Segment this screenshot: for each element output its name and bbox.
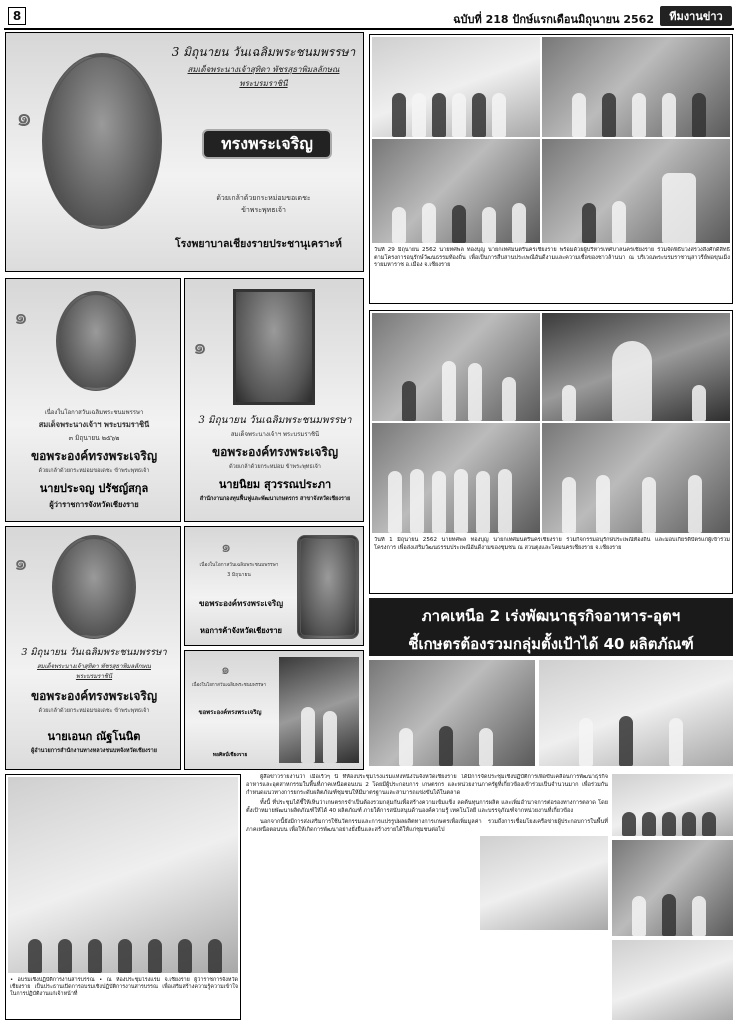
royal-emblem-icon: ๑	[14, 551, 28, 576]
procession-photo	[542, 37, 730, 137]
ad5-occasion: เนื่องในโอกาสวันเฉลิมพระชนมพรรษา	[191, 683, 267, 688]
newspaper-logo: ทีมงานข่าว	[660, 6, 732, 26]
speaker-photo	[542, 139, 730, 243]
queen-portrait	[297, 535, 359, 639]
ad5-blessing: ขอพระองค์ทรงพระเจริญ	[198, 709, 262, 716]
news1-photo-block	[369, 34, 733, 304]
main-sub1: สมเด็จพระนางเจ้าสุทิดา พัชรสุธาพิมลลักษณ	[187, 65, 340, 74]
training-photo-block	[5, 774, 241, 1020]
fund-tribute-ad	[184, 278, 364, 522]
ad4-occasion: เนื่องในโอกาสวันเฉลิมพระชนมพรรษา	[199, 563, 279, 568]
ad3-blessing: ขอพระองค์ทรงพระเจริญ	[30, 689, 158, 703]
pavilion-night-photo	[542, 313, 730, 421]
royal-couple-photo	[279, 657, 359, 763]
ad4-signer: หอการค้าจังหวัดเชียงราย	[200, 626, 282, 635]
ad3-sub2: พระบรมราชินี	[75, 673, 113, 680]
page-header	[4, 4, 734, 30]
product-packaging-photo	[612, 940, 733, 1020]
article-paragraph: ทั้งนี้ ที่ประชุมได้ชี้ให้เห็นว่าเกษตรกรจำเป็นต้องรวมกลุ่มกันเพื่อสร้างความเข้มแข็ง ลดต้นทุนการผลิต และเพิ่มอำนาจการต่อรองทางการตลาด โดยตั้งเป้าหมายพัฒนาผลิตภัณฑ์ให้ได้ 40 ผลิตภัณฑ์ ภายใต้การสนับสนุนด้านองค์ความรู้ เทคโนโลยี และบรรจุภัณฑ์จากหน่วยงานที่เกี่ยวข้อง	[246, 800, 608, 815]
main-loyalty: ด้วยเกล้าด้วยกระหม่อมขอเดชะ	[216, 194, 311, 202]
issue-line: ฉบับที่ 218 ปักษ์แรกเดือนมิถุนายน 2562	[453, 13, 654, 26]
ad2-loyalty: ด้วยเกล้าด้วยกระหม่อม ข้าพระพุทธเจ้า	[229, 464, 321, 470]
feature-headline-line1: ภาคเหนือ 2 เร่งพัฒนาธุรกิจอาหาร-อุตฯ	[421, 607, 681, 625]
ad1-blessing: ขอพระองค์ทรงพระเจริญ	[30, 449, 158, 463]
ad3-sub1: สมเด็จพระนางเจ้าสุทิดา พัชรสุธาพิมลลักษณ	[37, 663, 151, 670]
queen-portrait	[233, 289, 315, 405]
panel-speakers-photo	[539, 660, 733, 766]
royal-emblem-icon: ๑	[221, 662, 230, 678]
ad2-sub: สมเด็จพระนางเจ้าฯ พระบรมราชินี	[230, 431, 320, 438]
hospital-name: โรงพยาบาลเชียงรายประชานุเคราะห์	[175, 238, 342, 250]
training-caption: • อบรมเชิงปฏิบัติการงานสารบรรณ • ณ ห้องประชุมโรงแรม จ.เชียงราย ผู้ว่าราชการจังหวัดเชียงราย เป็นประธานเปิดการอบรมเชิงปฏิบัติการงานสารบรรณ เพื่อเสริมสร้างความรู้ความเข้าใจในการปฏิบัติงานแก่เจ้าหน้าที่	[10, 977, 238, 998]
feature-headline	[369, 598, 733, 656]
seated-guests-photo	[372, 139, 540, 243]
queen-portrait	[56, 291, 136, 391]
ad3-signer: นายเอนก ณัฐโนนิต	[47, 730, 141, 743]
training-room-photo	[8, 777, 238, 973]
ad4-date: 3 มิถุนายน	[227, 572, 251, 578]
product-display-photo	[480, 836, 608, 930]
award-stage-photo	[372, 313, 540, 421]
queen-portrait	[52, 535, 136, 639]
main-title: 3 มิถุนายน วันเฉลิมพระชนมพรรษา	[171, 45, 356, 59]
royal-emblem-icon: ๑	[193, 335, 207, 360]
ad4-blessing: ขอพระองค์ทรงพระเจริญ	[198, 598, 284, 608]
cooking-activity-photo	[542, 423, 730, 533]
governor-tribute-ad	[5, 278, 181, 522]
workshop-photo	[612, 840, 733, 936]
news2-photo-block	[369, 310, 733, 594]
ceremony-crowd-photo	[372, 37, 540, 137]
article-paragraph: นอกจากนี้ยังมีการส่งเสริมการใช้นวัตกรรมและการแปรรูปผลผลิตทางการเกษตรเพื่อเพิ่มมูลค่า รวมถึงการเชื่อมโยงเครือข่ายผู้ประกอบการในพื้นที่ภาคเหนือตอนบน เพื่อให้เกิดการพัฒนาอย่างยั่งยืนและสร้างรายได้ให้แก่ชุมชนต่อไป	[246, 818, 608, 833]
art-gallery-tribute-ad	[184, 650, 364, 770]
blessing-badge: ทรงพระเจริญ	[202, 129, 332, 159]
news2-caption: วันที่ 1 มิถุนายน 2562 นายทศพล ทองบุญ นายกเทศมนตรีนครเชียงราย ร่วมกิจกรรมอนุรักษ์ประเพณีท้องถิ่น และมอบเกียรติบัตรแก่ผู้เข้าร่วมโครงการ เพื่อส่งเสริมวัฒนธรรมประเพณีอันดีงามของชุมชน ณ สวนตุงและโคมนครเชียงราย จ.เชียงราย	[374, 537, 730, 551]
ad3-title: 3 มิถุนายน วันเฉลิมพระชนมพรรษา	[21, 647, 167, 658]
main-sub2: พระบรมราชินี	[239, 79, 288, 88]
meeting-stage-photo	[369, 660, 535, 766]
ad2-blessing: ขอพระองค์ทรงพระเจริญ	[211, 445, 339, 459]
page-number: 8	[8, 7, 26, 25]
article-paragraph: ผู้สื่อข่าวรายงานว่า เมื่อเร็วๆ นี้ ที่ห้องประชุมโรงแรมแห่งหนึ่งในจังหวัดเชียงราย ได้มีการจัดประชุมเชิงปฏิบัติการเพื่อขับเคลื่อนการพัฒนาธุรกิจอาหารและอุตสาหกรรมในพื้นที่ภาคเหนือตอนบน 2 โดยมีผู้ประกอบการ เกษตรกร และหน่วยงานภาครัฐที่เกี่ยวข้องเข้าร่วมเป็นจำนวนมาก เพื่อร่วมกันกำหนดแนวทางการยกระดับผลิตภัณฑ์ชุมชนให้มีมาตรฐานและสามารถแข่งขันได้ในตลาด	[246, 774, 608, 796]
queen-portrait	[42, 53, 162, 229]
ad2-title: 3 มิถุนายน วันเฉลิมพระชนมพรรษา	[198, 415, 352, 426]
group-certificate-photo	[372, 423, 540, 533]
ad1-name: สมเด็จพระนางเจ้าฯ พระบรมราชินี	[38, 420, 150, 429]
ad1-occasion: เนื่องในโอกาสวันเฉลิมพระชนมพรรษา	[44, 409, 144, 416]
ad1-loyalty: ด้วยเกล้าด้วยกระหม่อมขอเดชะ ข้าพระพุทธเจ้า	[38, 468, 150, 474]
news1-caption: วันที่ 29 มิถุนายน 2562 นายทศพล ทองบุญ นายกเทศมนตรีนครเชียงราย พร้อมด้วยผู้บริหารเทศบาลนครเชียงราย ร่วมจัดพิธีบวงสรวงสิ่งศักดิ์สิทธิ์ตามโครงการอนุรักษ์วัฒนธรรมท้องถิ่น เพื่อเป็นการสืบสานประเพณีอันดีงามและความเชื่อของชาวล้านนา ณ บริเวณพระบรมราชานุสาวรีย์พ่อขุนเม็งรายมหาราช อ.เมือง จ.เชียงราย	[374, 247, 730, 269]
main-loyalty2: ข้าพระพุทธเจ้า	[241, 206, 286, 214]
ad3-loyalty: ด้วยเกล้าด้วยกระหม่อมขอเดชะ ข้าพระพุทธเจ้า	[38, 708, 150, 714]
chamber-tribute-ad	[184, 526, 364, 646]
ad2-signer: นายนิยม สุวรรณประภา	[218, 478, 332, 491]
royal-emblem-icon: ๑	[14, 305, 28, 330]
conference-audience-photo	[612, 774, 733, 836]
ad3-signer-title: ผู้อำนวยการสำนักงานทางหลวงชนบทจังหวัดเชียงราย	[31, 748, 157, 754]
royal-emblem-icon: ๑	[221, 537, 232, 556]
ad1-signer-title: ผู้ว่าราชการจังหวัดเชียงราย	[49, 500, 139, 509]
royal-emblem-icon: ๑	[16, 103, 33, 133]
ad2-signer-title: สำนักงานกองทุนฟื้นฟูและพัฒนาเกษตรกร สาขาจังหวัดเชียงราย	[199, 496, 351, 502]
rural-roads-tribute-ad	[5, 526, 181, 770]
ad1-date: ๓ มิถุนายน ๒๕๖๒	[68, 434, 120, 442]
ad1-signer: นายประจญ ปรัชญ์สกุล	[39, 482, 149, 495]
feature-headline-line2: ชี้เกษตรต้องรวมกลุ่มตั้งเป้าได้ 40 ผลิตภัณฑ์	[408, 635, 694, 653]
ad5-signer: หอศิลป์เชียงราย	[212, 752, 248, 758]
main-tribute-ad	[5, 32, 364, 272]
